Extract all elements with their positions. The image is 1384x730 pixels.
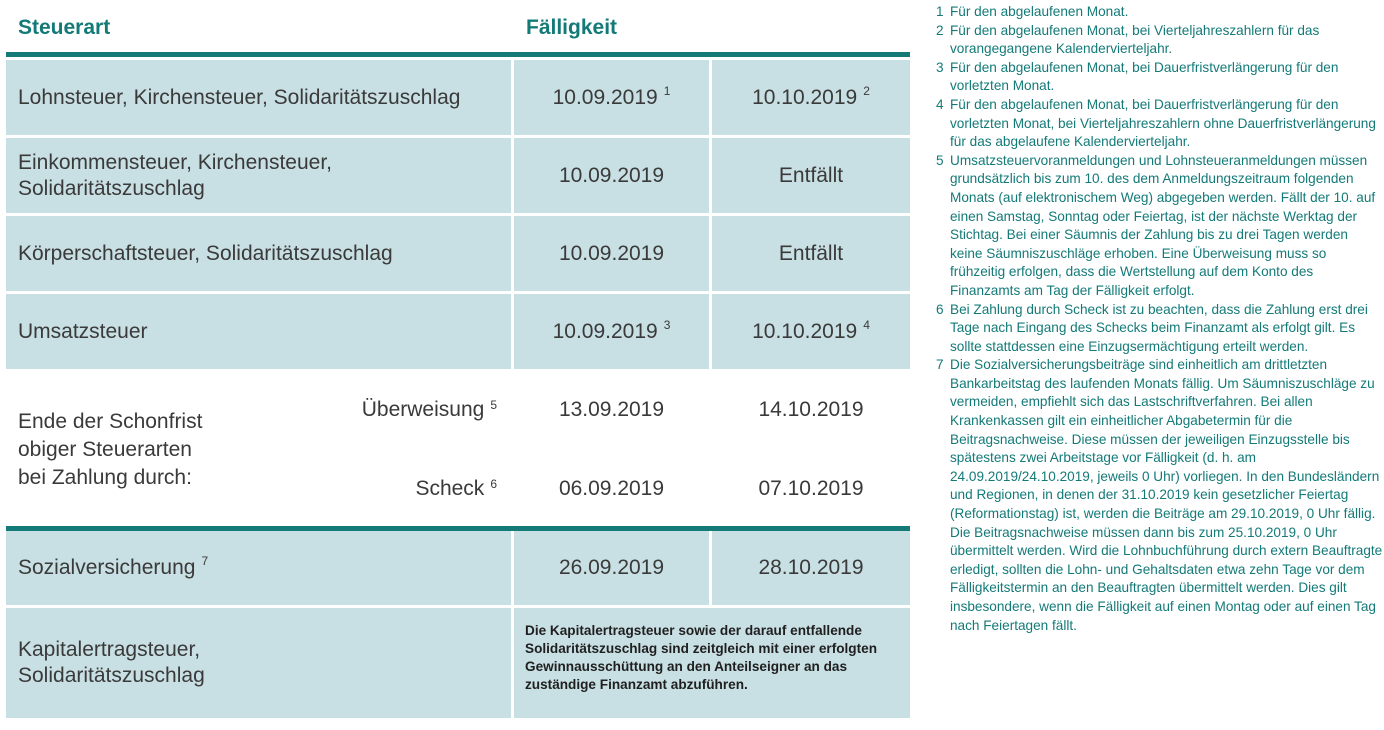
header-divider	[6, 52, 910, 57]
footnote: 5 Umsatzsteuervoranmeldungen und Lohnsteueranmeldungen müssen grundsätzlich bis zum 10. des dem Anmeldungszeitraum folgenden Monats (auf elektronischem Weg) abgegeben werden. Fällt der 10. auf einen Samstag, Sonntag oder Feiertag, ist der nächste Werktag der Stichtag. Bei einer Säumnis der Zahlung bis zu drei Tagen werden keine Säumniszuschläge erhoben. Eine Überweisung muss so frühzeitig erfolgen, dass die Wertstellung auf dem Konto des Finanzamts am Tag der Fälligkeit erfolgt.	[936, 152, 1376, 298]
footnotes	[930, 3, 1384, 635]
due-dates-table	[6, 4, 910, 718]
ueberweisung-label: Überweisung $^5$	[361, 398, 497, 421]
scheck-date2: 07.10.2019	[712, 451, 910, 526]
row-kapitalertragsteuer-text: Die Kapitalertragsteuer sowie der darauf entfallende Solidaritätszuschlag sind zeitgleich mit einer erfolgten Gewinnausschüttung an den Anteilseigner an das zuständige Finanzamt abzuführen.	[514, 608, 910, 718]
row-lohnsteuer-label: Lohnsteuer, Kirchensteuer, Solidaritätszuschlag	[6, 60, 511, 135]
ueberweisung-date1: 13.09.2019	[514, 372, 709, 447]
row-umsatzsteuer-date1: 10.09.2019 $^3$	[514, 294, 709, 369]
scheck-date1: 06.09.2019	[514, 451, 709, 526]
schonfrist-label: Ende der Schonfrist obiger Steuerarten bei Zahlung durch:	[18, 410, 203, 489]
ueberweisung-date2: 14.10.2019	[712, 372, 910, 447]
row-lohnsteuer-date2: 10.10.2019 $^2$	[712, 60, 910, 135]
row-umsatzsteuer-label: Umsatzsteuer	[6, 294, 511, 369]
row-sozialversicherung-date2: 28.10.2019	[712, 531, 910, 605]
schonfrist-label-cell	[6, 372, 511, 526]
row-einkommensteuer-date2: Entfällt	[712, 138, 910, 213]
header-steuerart: Steuerart	[6, 4, 511, 52]
footnote: 2 Für den abgelaufenen Monat, bei Vierteljahreszahlern für das vorangegangene Kalendervierteljahr.	[936, 22, 1320, 57]
scheck-label: Scheck $^6$	[415, 477, 497, 500]
footnote: 1 Für den abgelaufenen Monat.	[936, 4, 1129, 19]
footnote: 6 Bei Zahlung durch Scheck ist zu beachten, dass die Zahlung erst drei Tage nach Eingang des Schecks beim Finanzamt als erfolgt gilt. Es sollte stattdessen eine Einzugsermächtigung erteilt werden.	[936, 301, 1368, 354]
row-sozialversicherung-label: Sozialversicherung $^7$	[6, 531, 511, 605]
row-einkommensteuer-date1: 10.09.2019	[514, 138, 709, 213]
row-umsatzsteuer-date2: 10.10.2019 $^4$	[712, 294, 910, 369]
row-lohnsteuer-date1: 10.09.2019 $^1$	[514, 60, 709, 135]
header-faelligkeit: Fälligkeit	[514, 4, 910, 52]
row-einkommensteuer-label: Einkommensteuer, Kirchensteuer, Solidaritätszuschlag	[6, 138, 511, 213]
row-koerperschaftsteuer-date1: 10.09.2019	[514, 216, 709, 291]
row-koerperschaftsteuer-label: Körperschaftsteuer, Solidaritätszuschlag	[6, 216, 511, 291]
row-kapitalertragsteuer-label: Kapitalertragsteuer, Solidaritätszuschlag	[6, 608, 511, 718]
row-koerperschaftsteuer-date2: Entfällt	[712, 216, 910, 291]
footnote: 4 Für den abgelaufenen Monat, bei Dauerfristverlängerung für den vorletzten Monat, bei Vierteljahreszahlern ohne Dauerfristverlängerung für das abgelaufene Kalendervierteljahr.	[936, 96, 1376, 150]
footnote: 7 Die Sozialversicherungsbeiträge sind einheitlich am drittletzten Bankarbeitstag des laufenden Monats fällig. Um Säumniszuschläge zu vermeiden, empfiehlt sich das Lastschriftverfahren. Bei allen Krankenkassen gilt ein einheitlicher Abgabetermin für die Beitragsnachweise. Diese müssen der jeweiligen Einzugsstelle bis spätestens zwei Arbeitstage vor Fälligkeit (d. h. am 24.09.2019/24.10.2019, jeweils 0 Uhr) vorliegen. In den Bundesländern und Regionen, in denen der 31.10.2019 kein gesetzlicher Feiertag (Reformationstag) ist, werden die Beiträge am 29.10.2019, 0 Uhr fällig. Die Beitragsnachweise müssen dann bis zum 25.10.2019, 0 Uhr übermittelt werden. Wird die Lohnbuchführung durch extern Beauftragte erledigt, sollten die Lohn- und Gehaltsdaten etwa zehn Tage vor dem Fälligkeitstermin an den Beauftragten übermittelt werden. Dies gilt insbesondere, wenn die Fälligkeit auf einen Montag oder auf einen Tag nach Feiertagen fällt.	[936, 357, 1383, 633]
footnote: 3 Für den abgelaufenen Monat, bei Dauerfristverlängerung für den vorletzten Monat.	[936, 59, 1339, 94]
row-sozialversicherung-date1: 26.09.2019	[514, 531, 709, 605]
